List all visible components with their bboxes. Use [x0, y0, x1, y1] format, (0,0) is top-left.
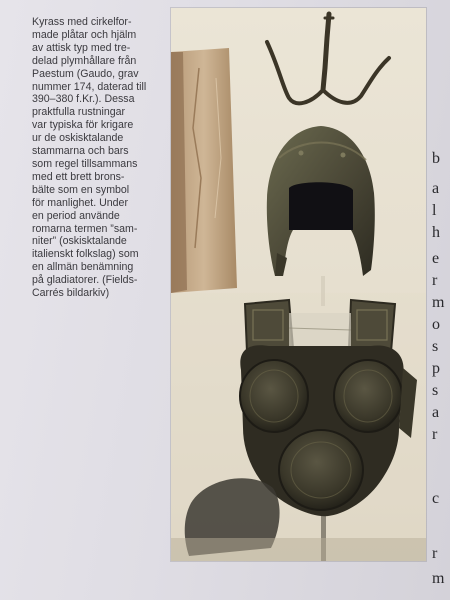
plume-holder: [267, 14, 389, 103]
text-fragment: r: [432, 272, 438, 289]
text-fragment: c: [432, 490, 440, 507]
text-fragment: s: [432, 382, 439, 399]
text-fragment: h: [432, 224, 440, 241]
text-fragment: a: [432, 404, 440, 421]
text-fragment: m: [432, 294, 445, 311]
text-fragment: p: [432, 360, 440, 377]
text-fragment: e: [432, 250, 440, 267]
text-fragment: l: [432, 202, 437, 219]
helmet-and-cuirass-illustration: [171, 8, 426, 561]
text-fragment: r: [432, 545, 438, 562]
text-fragment: o: [432, 316, 440, 333]
text-fragment: s: [432, 338, 439, 355]
text-fragment: b: [432, 150, 440, 167]
helmet: [267, 126, 375, 276]
text-fragment: m: [432, 570, 445, 587]
photo-caption: Kyrass med cirkelfor- made plåtar och hjälm av attisk typ med tre- delad plymhållare från Paestum (Gaudo, grav nummer 174, daterad till 390–380 f.Kr.). Dessa praktfulla rustningar var typiska för krigare ur de oskisktalande stammarna och bars som regel tillsammans med ett brett brons- bälte som en symbol för manlighet. Under en period använde romarna termen ”sam- niter” (oskisktalande italienskt folkslag) som en allmän benämning på gladiatorer. (Fields- Carrés bildarkiv): [32, 16, 147, 300]
right-column-text: [432, 150, 450, 600]
museum-photo: [171, 8, 426, 561]
stone-fragment: [171, 48, 237, 293]
text-fragment: a: [432, 180, 440, 197]
text-fragment: r: [432, 426, 438, 443]
